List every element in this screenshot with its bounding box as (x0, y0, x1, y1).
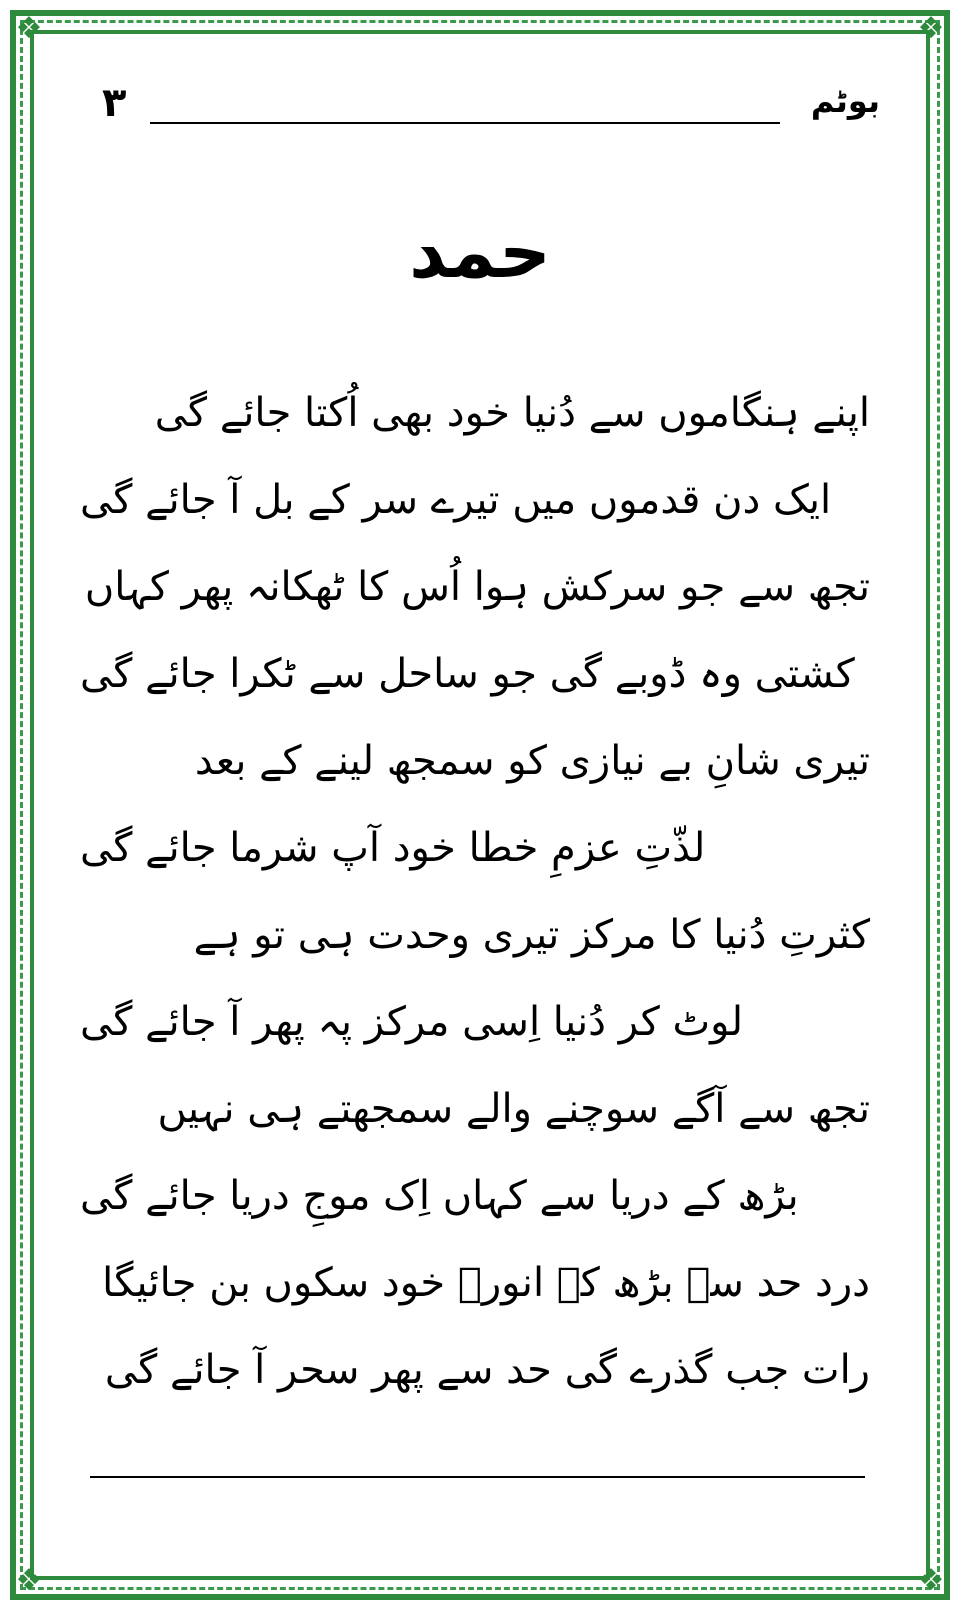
poem-line: درد حد سے بڑھ کے انورؔ خود سکوں بن جائیگا (102, 1260, 870, 1306)
book-title: بوٹم (810, 82, 880, 120)
footer-rule (90, 1476, 865, 1478)
poem-line-text: بڑھ کے دریا سے کہاں اِک موجِ دریا جائے گی (80, 1173, 799, 1219)
section-title: حمد (409, 210, 551, 294)
poem-line (70, 979, 890, 1066)
poem-line: رات جب گذرے گی حد سے پھر سحر آ جائے گی (104, 1347, 870, 1393)
poem-line (70, 805, 890, 892)
corner-ornament-icon: ❖ (15, 11, 43, 46)
header-rule (150, 122, 780, 124)
poem-body (70, 370, 890, 1414)
poem-line (70, 457, 890, 544)
corner-ornament-icon: ❖ (917, 11, 945, 46)
poem-line: تیری شانِ بے نیازی کو سمجھ لینے کے بعد (194, 738, 870, 784)
poem-line (70, 1153, 890, 1240)
poem-line: اپنے ہنگاموں سے دُنیا خود بھی اُکتا جائے گی (154, 390, 870, 436)
poem-line: تجھ سے آگے سوچنے والے سمجھتے ہی نہیں (157, 1086, 870, 1132)
poem-line-text: ایک دن قدموں میں تیرے سر کے بل آ جائے گی (80, 477, 832, 523)
poem-line-text: کشتی وہ ڈوبے گی جو ساحل سے ٹکرا جائے گی (80, 651, 855, 697)
corner-ornament-icon: ❖ (917, 1563, 945, 1598)
page-number: ۳ (102, 80, 127, 126)
poem-line: تجھ سے جو سرکش ہوا اُس کا ٹھکانہ پھر کہاں (84, 564, 870, 610)
poem-line: کثرتِ دُنیا کا مرکز تیری وحدت ہی تو ہے (193, 912, 870, 958)
corner-ornament-icon: ❖ (15, 1563, 43, 1598)
poem-line-text: لذّتِ عزمِ خطا خود آپ شرما جائے گی (80, 825, 706, 871)
page-header (80, 80, 880, 140)
poem-line (70, 631, 890, 718)
poem-line-text: لوٹ کر دُنیا اِسی مرکز پہ پھر آ جائے گی (80, 999, 744, 1045)
